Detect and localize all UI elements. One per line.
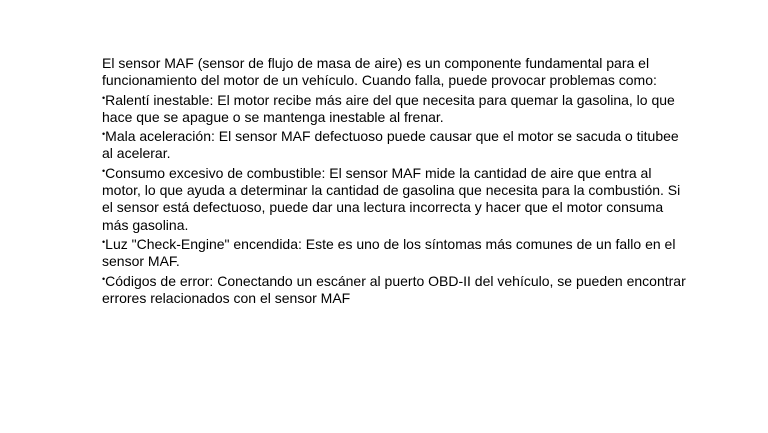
- body-text-box: [102, 55, 692, 307]
- intro-paragraph: El sensor MAF (sensor de flujo de masa de aire) es un componente fundamental para el funcionamiento del motor de un vehículo. Cuando falla, puede provocar problemas como:: [102, 55, 657, 89]
- list-item: [102, 90, 692, 127]
- bullet-icon: •: [102, 165, 106, 176]
- list-item: [102, 163, 692, 234]
- list-item-text: Códigos de error: Conectando un escáner al puerto OBD-II del vehículo, se pueden encontrar errores relacionados con el sensor MAF: [102, 272, 686, 306]
- list-item-text: Consumo excesivo de combustible: El sensor MAF mide la cantidad de aire que entra al motor, lo que ayuda a determinar la cantidad de gasolina que necesita para la combustión. Si el sensor está defectuoso, puede dar una lectura incorrecta y hacer que el motor consuma más gasolina.: [102, 164, 681, 233]
- list-item: [102, 271, 692, 308]
- list-item: [102, 126, 692, 163]
- list-item: [102, 234, 692, 271]
- bullet-icon: •: [102, 236, 106, 247]
- list-item-text: Ralentí inestable: El motor recibe más aire del que necesita para quemar la gasolina, lo que hace que se apague o se mantenga inestable al frenar.: [102, 91, 675, 125]
- list-item-text: Luz "Check-Engine" encendida: Este es uno de los síntomas más comunes de un fallo en el sensor MAF.: [102, 235, 676, 270]
- bullet-icon: •: [102, 92, 106, 103]
- bullet-icon: •: [102, 129, 106, 140]
- list-item-text: Mala aceleración: El sensor MAF defectuoso puede causar que el motor se sacuda o titubee al acelerar.: [102, 128, 679, 162]
- bullet-icon: •: [102, 273, 106, 284]
